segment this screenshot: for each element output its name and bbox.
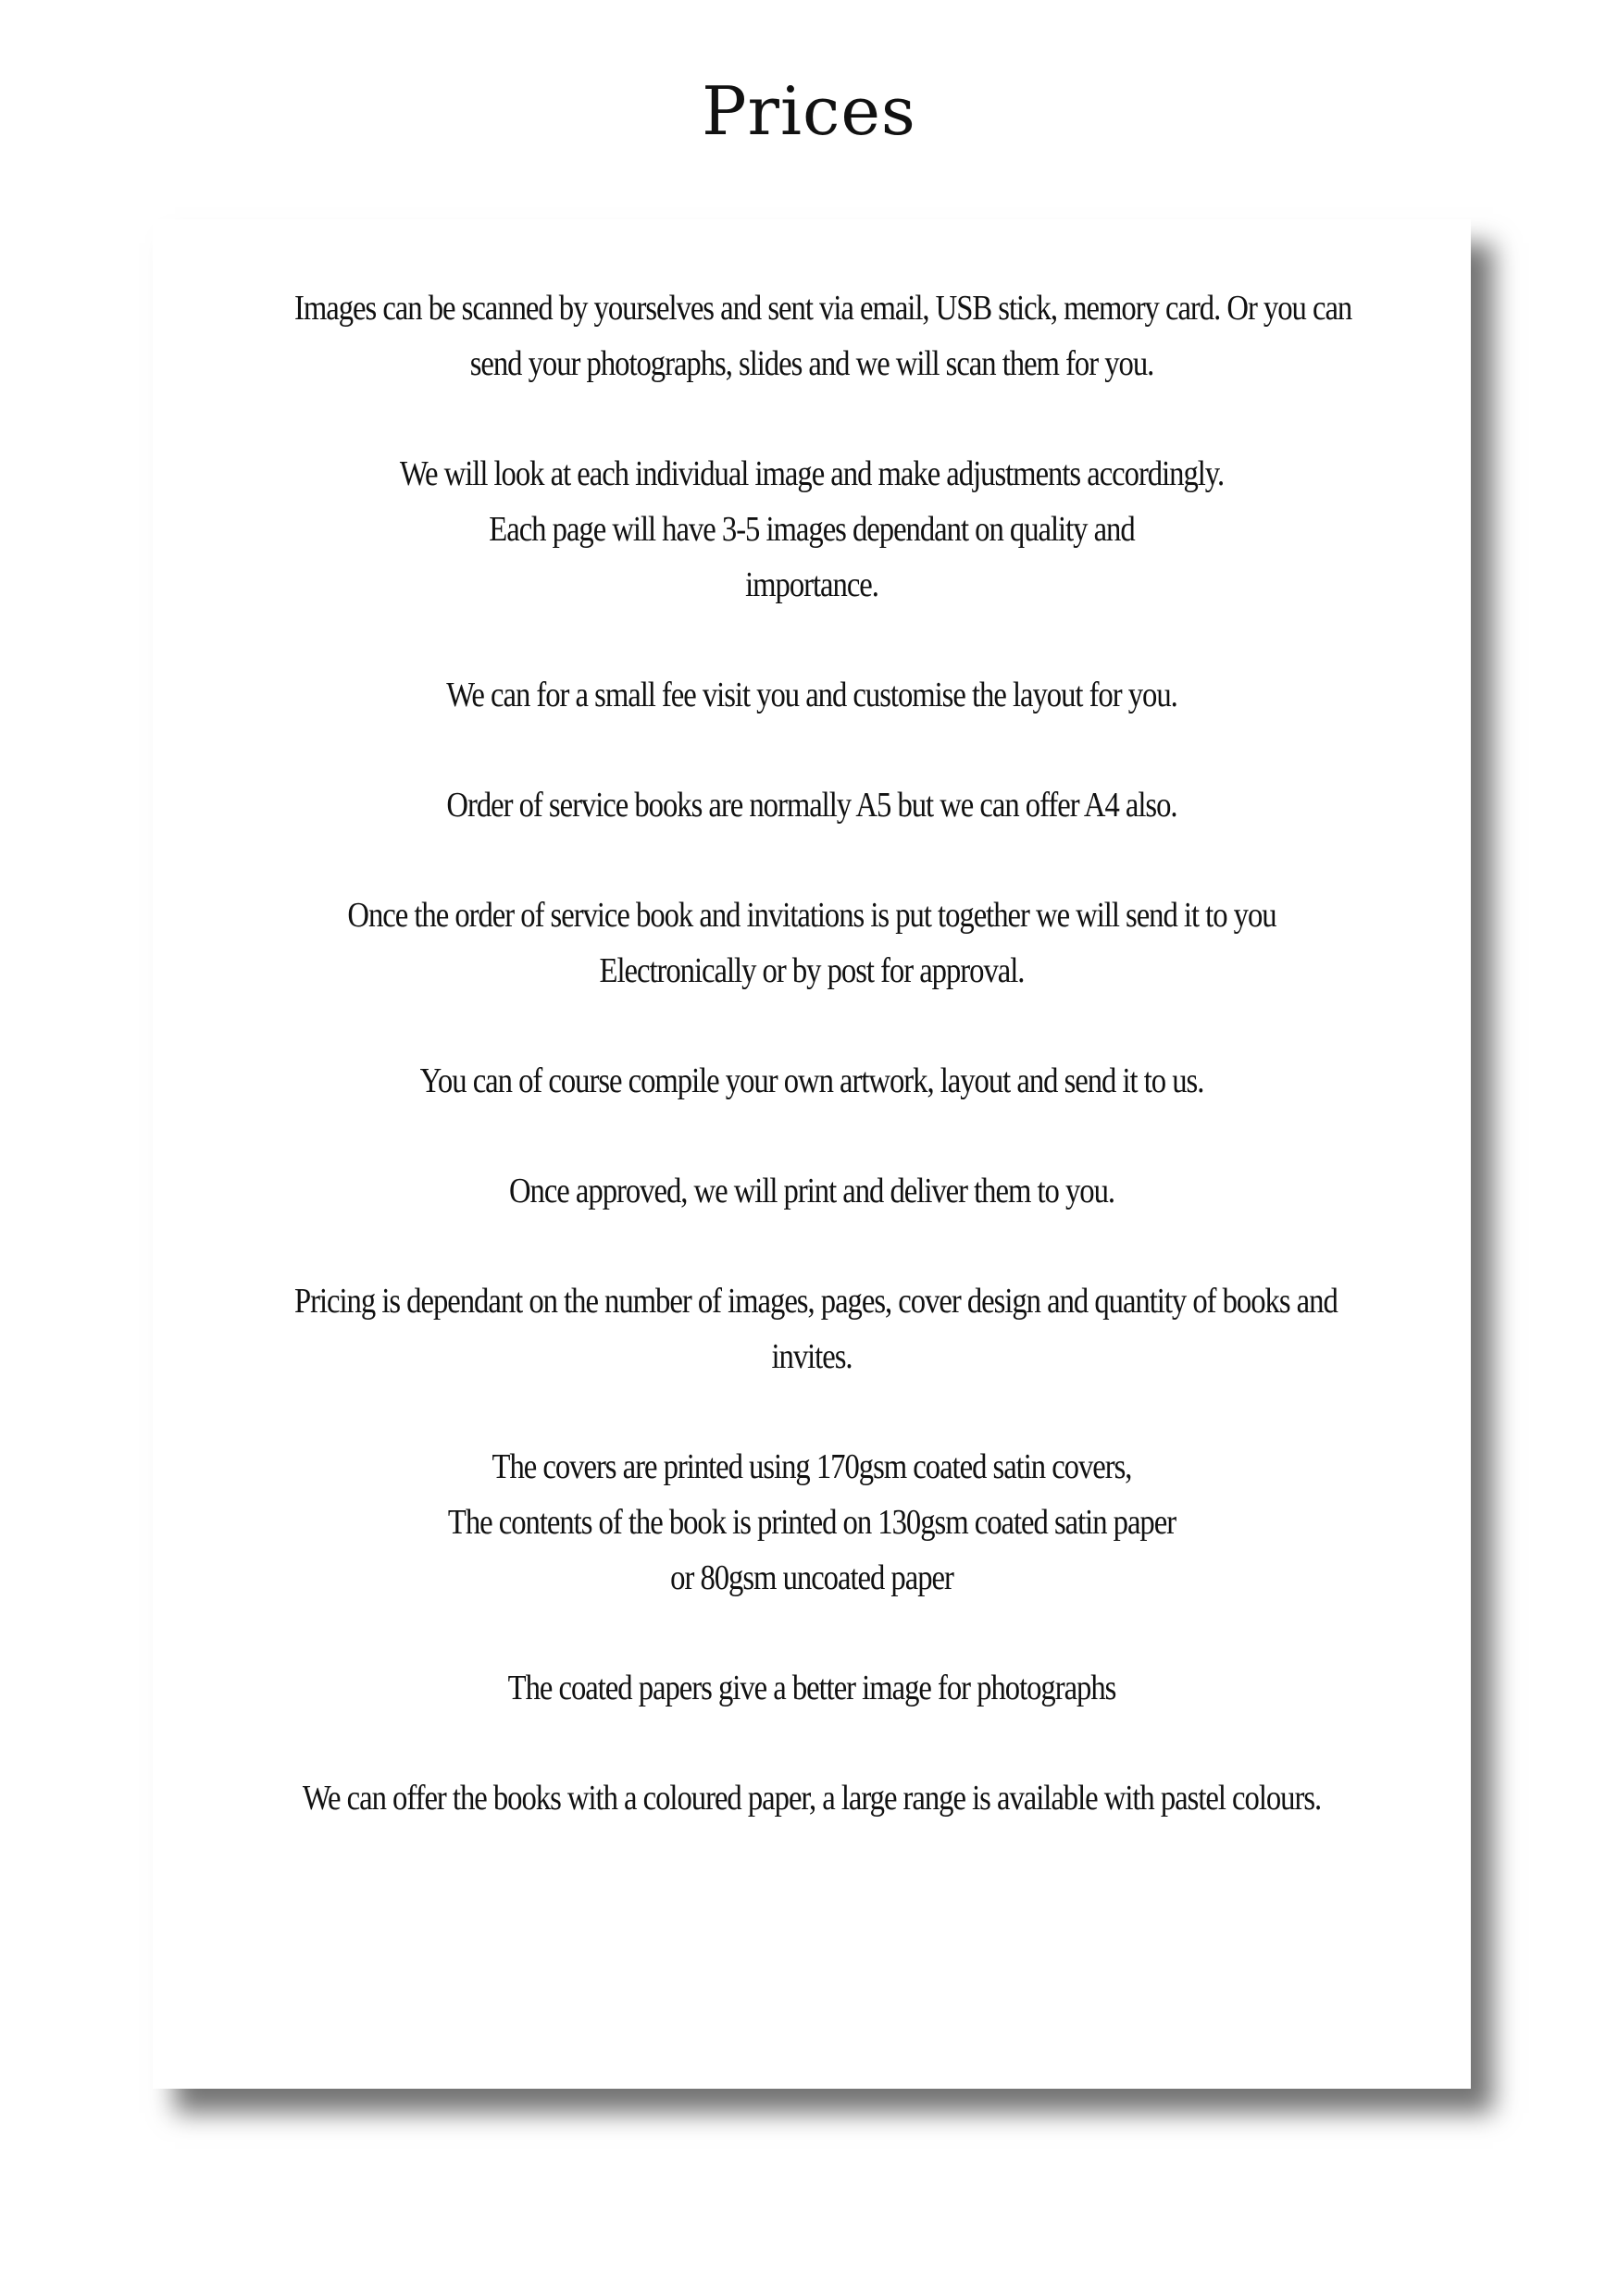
text-line: importance. bbox=[745, 565, 878, 604]
text-line: Electronically or by post for approval. bbox=[599, 951, 1025, 990]
text-line: Once approved, we will print and deliver them to you. bbox=[508, 1172, 1115, 1210]
text-line: or 80gsm uncoated paper bbox=[670, 1558, 953, 1597]
paragraph-visit bbox=[294, 667, 1329, 723]
paragraph-coloured-paper bbox=[294, 1770, 1329, 1826]
text-line: The coated papers give a better image for photographs bbox=[507, 1669, 1116, 1707]
paragraph-own-artwork bbox=[294, 1053, 1329, 1109]
paragraph-adjustments bbox=[294, 446, 1329, 613]
paragraph-delivery bbox=[294, 1163, 1329, 1219]
content-body bbox=[210, 280, 1413, 1826]
text-line: We can offer the books with a coloured paper, a large range is available with pastel colours. bbox=[302, 1779, 1322, 1818]
text-line: Order of service books are normally A5 but we can offer A4 also. bbox=[446, 786, 1177, 825]
paragraph-pricing bbox=[294, 1273, 1338, 1384]
text-line: We will look at each individual image and make adjustments accordingly. bbox=[399, 454, 1225, 493]
text-line: You can of course compile your own artwork, layout and send it to us. bbox=[419, 1061, 1204, 1100]
paragraph-book-size bbox=[294, 777, 1329, 833]
text-line: Pricing is dependant on the number of images, pages, cover design and quantity of books and bbox=[294, 1282, 1338, 1321]
text-line: The contents of the book is printed on 130gsm coated satin paper bbox=[447, 1503, 1176, 1542]
page-title: Prices bbox=[702, 72, 916, 150]
text-line: invites. bbox=[771, 1337, 853, 1376]
paragraph-scanning bbox=[294, 280, 1352, 391]
text-line: Each page will have 3-5 images dependant on quality and bbox=[489, 510, 1135, 549]
text-line: The covers are printed using 170gsm coated satin covers, bbox=[492, 1447, 1132, 1486]
paragraph-approval bbox=[294, 887, 1329, 999]
content-card bbox=[153, 219, 1471, 2089]
text-line: Images can be scanned by yourselves and sent via email, USB stick, memory card. Or you can bbox=[294, 289, 1352, 328]
paragraph-paper-specs bbox=[294, 1439, 1329, 1606]
text-line: We can for a small fee visit you and customise the layout for you. bbox=[446, 676, 1177, 714]
text-line: send your photographs, slides and we will scan them for you. bbox=[469, 344, 1154, 383]
text-line: Once the order of service book and invitations is put together we will send it to you bbox=[347, 896, 1276, 935]
paragraph-coated-papers bbox=[294, 1660, 1329, 1716]
